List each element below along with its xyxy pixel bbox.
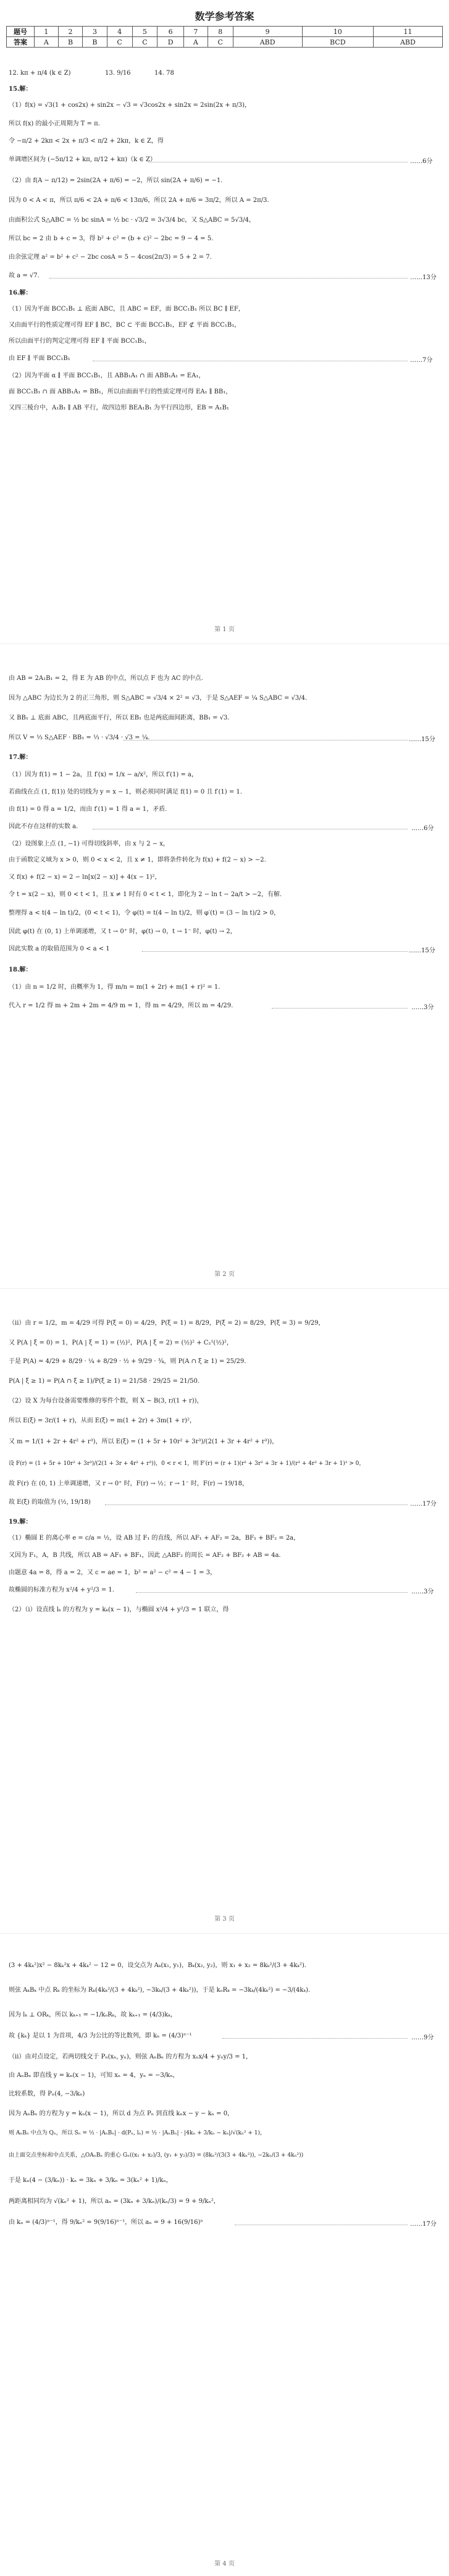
page-title: 数学参考答案 [195, 10, 254, 22]
answer-cell: ABD [373, 37, 442, 48]
page-separator [0, 1288, 449, 1289]
solution-line: 令 −π/2 + 2kπ < 2x + π/3 < π/2 + 2kπ，k ∈ Z，得 [9, 138, 164, 145]
score-mark: ……13分 [410, 274, 437, 281]
solution-line: 由面积公式 S△ABC = ½ bc sinA = ½ bc · √3/2 = 3√3/4 bc，又 S△ABC = 5√3/4， [9, 217, 255, 224]
page-1 [0, 0, 449, 642]
solution-line: （2）设 X 为每台设备需要维修的零件个数，则 X ~ B(3, r/(1 + r))， [9, 1398, 203, 1404]
solution-line: 因此 φ(t) 在 (0, 1) 上单调递增，又 t → 0⁺ 时，φ(t) → 0，t → 1⁻ 时，φ(t) → 2， [9, 928, 237, 935]
solution-line: 因为 △ABC 为边长为 2 的正三角形，则 S△ABC = √3/4 × 2² = √3，于是 S△AEF = ¼ S△ABC = √3/4. [9, 695, 308, 702]
answer-table-header-row [7, 27, 443, 37]
solution-line: 故 a = √7. [9, 272, 40, 279]
solution-line: 由 AB = 2A₁B₁ = 2，得 E 为 AB 的中点，所以点 F 也为 AC 的中点. [9, 675, 203, 682]
solution-line: 又 m = 1/(1 + 2r + 4r² + r³)，所以 E(ξ) = (1 + 5r + 10r² + 3r³)/(2(1 + 3r + 4r² + r³))， [9, 1438, 279, 1445]
page-3 [0, 1290, 449, 1932]
page-separator [0, 1933, 449, 1934]
solution-line: 两距离相同均为 √(kₙ² + 1)，所以 aₙ = (3kₙ + 3/kₙ)/(kₙ/3) = 9 + 9/kₙ²， [9, 2198, 220, 2205]
solution-line: 由 kₙ = (4/3)ⁿ⁻¹，得 9/kₙ² = 9(9/16)ⁿ⁻¹，所以 aₙ = 9 + 16(9/16)ⁿ [9, 2219, 203, 2226]
q-number: 6 [157, 27, 184, 37]
solution-line: 由于函数定义域为 x > 0，则 0 < x < 2，且 x ≠ 1，即将条件转化为 f(x) + f(2 − x) > −2. [9, 857, 266, 863]
blank-answer-12: 12. kπ + π/4 (k ∈ Z) [9, 70, 71, 77]
dotted-leader [142, 951, 408, 952]
solution-line: 令 t = x(2 − x)，则 0 < t < 1，且 x ≠ 1 时有 0 < t < 1，即化为 2 − ln t − 2a/t > −2，有解. [9, 891, 282, 898]
answer-cell: B [83, 37, 107, 48]
q-number: 10 [302, 27, 373, 37]
score-mark: ……17分 [410, 2221, 437, 2228]
dotted-leader [49, 278, 408, 279]
solution-heading-15: 15.解： [9, 86, 32, 93]
q-number: 9 [233, 27, 302, 37]
q-number: 1 [35, 27, 59, 37]
solution-line: （2）因为平面 α ∥ 平面 BCC₁B₁，且 ABB₁A₁ ∩ 面 ABB₁A₁ = EA₁， [9, 372, 205, 379]
page-4 [0, 1934, 449, 2576]
solution-line: 代入 r = 1/2 得 m + 2m + 2m = 4/9 m = 1，得 m = 4/29，所以 m = 4/29. [9, 1002, 233, 1009]
solution-line: 整理得 a < t(4 − ln t)/2，(0 < t < 1)，令 φ(t) = t(4 − ln t)/2，则 φ′(t) = (3 − ln t)/2 > 0， [9, 910, 280, 917]
page-number: 第 4 页 [214, 2561, 235, 2567]
q-number: 3 [83, 27, 107, 37]
solution-line: P(A | ξ ≥ 1) = P(A ∩ ξ ≥ 1)/P(ξ ≥ 1) = 21/58 · 29/25 = 21/50. [9, 1378, 200, 1385]
solution-line: 由 AₙBₙ 即直线 y = kₙ(x − 1)，可知 xₙ = 4，yₙ = −3/kₙ， [9, 2072, 179, 2079]
solution-line: 又因为 F₁，A，B 共线，所以 AB = AF₁ + BF₁，因此 △ABF₂ 的周长 = AF₂ + BF₂ + AB = 4a. [9, 1552, 281, 1559]
solution-line: 故 {kₖ} 是以 1 为首项，4/3 为公比的等比数列，即 kₙ = (4/3)ⁿ⁻¹ [9, 2033, 192, 2039]
solution-line: 由上面交点坐标和中点关系，△OAₙBₙ 的重心 Gₙ((x₁ + x₂)/3, (y₁ + y₂)/3) = (8kₙ²/(3(3 + 4kₙ²)), −2kₙ/(3 + 4kₙ²)) [9, 2152, 304, 2159]
solution-line: 又 P(A | ξ = 0) = 1，P(A | ξ = 1) = (½)²，P(A | ξ = 2) = (½)² + C₂¹(½)²， [9, 1340, 233, 1346]
solution-line: 则弦 AₖBₖ 中点 Rₖ 的坐标为 Rₖ(4kₖ²/(3 + 4kₖ²), −3kₖ/(3 + 4kₖ²))，于是 kₒRₖ = −3kₖ/(4kₖ²) = −3/(4kₖ). [9, 1987, 311, 1994]
solution-line: 面 BCC₁B₁ ∩ 面 ABB₁A₁ = BB₁，所以由面面平行的性质定理可得 EA₁ ∥ BB₁， [9, 388, 232, 395]
solution-line: 于是 P(A) = 4/29 + 8/29 · ¼ + 8/29 · ½ + 9/29 · ¾，则 P(A ∩ ξ ≥ 1) = 25/29. [9, 1358, 246, 1365]
answer-cell: D [157, 37, 184, 48]
solution-line: 所以 V = ⅓ S△AEF · BB₁ = ⅓ · √3/4 · √3 = ¼. [9, 734, 150, 741]
solution-line: 又 f(x) + f(2 − x) = 2 − ln[x(2 − x)] + 4(x − 1)²， [9, 874, 161, 881]
page-2 [0, 645, 449, 1287]
answer-cell: BCD [302, 37, 373, 48]
score-mark: ……15分 [409, 947, 435, 954]
page-number: 第 3 页 [214, 1916, 235, 1923]
solution-line: （2）（i）设直线 lₖ 的方程为 y = kₖ(x − 1)，与椭圆 x²/4 + y²/3 = 1 联立，得 [9, 1606, 229, 1613]
solution-line: 又由面平行的性质定理可得 EF ∥ BC，BC ⊂ 平面 BCC₁B₁，EF ⊄ 平面 BCC₁B₁， [9, 322, 241, 329]
solution-line: 因此不存在这样的实数 a. [9, 823, 78, 830]
solution-line: （1）因为 f(1) = 1 − 2a，且 f′(x) = 1/x − a/x²，所以 f′(1) = a， [9, 771, 198, 778]
solution-line: 单调增区间为 (−5π/12 + kπ, π/12 + kπ)（k ∈ Z） [9, 156, 156, 163]
solution-line: （ii）由对点设定，若两切线交于 Pₙ(xₙ, yₙ)，则弦 AₙBₙ 的方程为 xₙx/4 + yₙy/3 = 1， [9, 2054, 253, 2060]
header-label: 题号 [7, 27, 35, 37]
q-number: 5 [132, 27, 157, 37]
blank-answer-13: 13. 9/16 [105, 70, 131, 77]
solution-line: 又四三棱台中，A₁B₁ ∥ AB 平行，故四边形 BEA₁B₁ 为平行四边形，EB = A₁B₁ [9, 405, 229, 411]
q-number: 8 [208, 27, 233, 37]
answer-cell: C [208, 37, 233, 48]
score-mark: ……3分 [411, 1004, 434, 1011]
blank-answer-14: 14. 78 [154, 70, 174, 77]
page-number: 第 2 页 [214, 1271, 235, 1278]
solution-line: 又 BB₁ ⊥ 底面 ABC，且两底面平行，所以 EB₁ 也是两底面间距离，BB₁ = √3. [9, 715, 230, 721]
answer-cell: ABD [233, 37, 302, 48]
solution-line: 由 EF ∥ 平面 BCC₁B₁ [9, 355, 70, 362]
solution-line: 所以 E(ξ) = 3r/(1 + r)，从而 E(ξ) = m(1 + 2r) + 3m(1 + r)²， [9, 1417, 196, 1424]
dotted-leader [136, 1592, 408, 1593]
answer-cell: A [183, 37, 208, 48]
score-mark: ……7分 [410, 357, 433, 364]
solution-line: 设 F(r) = (1 + 5r + 10r² + 3r³)/(2(1 + 3r + 4r² + r³))，0 < r < 1，则 F′(r) = (r + 1)(r² + 3r² + 3r + 1)/(r³ + 4r² + 3r + 1)² > 0， [9, 1461, 365, 1467]
answer-label: 答案 [7, 37, 35, 48]
score-mark: ……17分 [410, 1501, 437, 1508]
solution-heading-18: 18.解： [9, 967, 32, 973]
solution-line: 由余弦定理 a² = b² + c² − 2bc cosA = 5 − 4cos(2π/3) = 5 + 2 = 7. [9, 254, 212, 261]
solution-line: 因为 AₙBₙ 的方程为 y = kₙ(x − 1)，所以 d 为点 Pₙ 到直线 kₙx − y − kₙ = 0， [9, 2110, 234, 2117]
solution-line: （2）设图象上点 (1, −1) 可得切线斜率，由 x 与 2 − x， [9, 841, 169, 847]
solution-line: 因此实数 a 的取值范围为 0 < a < 1 [9, 946, 110, 952]
answer-cell: B [58, 37, 82, 48]
solution-line: 所以由面平行的判定定理可得 EF ∥ 平面 BCC₁B₁， [9, 338, 151, 345]
solution-line: 则 AₙBₙ 中点为 Qₙ，所以 Sₙ = ½ · |AₙBₙ| · d(Pₙ, lₙ) = ½ · |AₙBₙ| · |4kₙ + 3/kₙ − kₙ|/√(kₙ² + 1)， [9, 2130, 266, 2136]
answer-cell: A [35, 37, 59, 48]
dotted-leader [222, 2038, 408, 2039]
q-number: 4 [107, 27, 132, 37]
q-number: 7 [183, 27, 208, 37]
solution-line: 因为 lₖ ⊥ ORₖ，所以 kₖ₊₁ = −1/kₒRₖ，故 kₖ₊₁ = (4/3)kₖ， [9, 2012, 177, 2018]
page-number: 第 1 页 [214, 626, 235, 633]
answer-cell: C [132, 37, 157, 48]
solution-line: (3 + 4kₖ²)x² − 8kₖ²x + 4kₖ² − 12 = 0，设交点为 Aₖ(x₁, y₁)，Bₖ(x₂, y₂)，则 x₁ + x₂ = 8kₖ²/(3 + 4kₖ²). [9, 1962, 306, 1969]
solution-line: 由题意 4a = 8，得 a = 2，又 c = ae = 1，b² = a² − c² = 4 − 1 = 3， [9, 1569, 217, 1576]
solution-line: 若曲线在点 (1, f(1)) 处的切线为 y = x − 1，则必须同时满足 f(1) = 0 且 f′(1) = 1. [9, 789, 242, 795]
solution-line: （1）椭圆 E 的离心率 e = c/a = ½，设 AB 过 F₁ 的直线，所以 AF₁ + AF₂ = 2a，BF₁ + BF₂ = 2a， [9, 1535, 300, 1542]
score-mark: ……6分 [411, 825, 434, 832]
score-mark: ……15分 [409, 736, 435, 743]
solution-heading-17: 17.解： [9, 754, 32, 761]
solution-heading-19: 19.解： [9, 1519, 32, 1525]
solution-line: 所以 bc = 2 由 b + c = 3，得 b² + c² = (b + c)² − 2bc = 9 − 4 = 5. [9, 235, 214, 242]
solution-line: 于是 kₙ(4 − (3/kₙ)) · kₙ = 3kₙ + 3/kₙ = 3(kₙ² + 1)/kₙ， [9, 2177, 172, 2184]
q-number: 11 [373, 27, 442, 37]
solution-line: 比较系数，得 Pₙ(4, −3/kₙ) [9, 2091, 85, 2097]
solution-line: （1）f(x) = √3(1 + cos2x) + sin2x − √3 = √3cos2x + sin2x = 2sin(2x + π/3)， [9, 102, 251, 109]
dotted-leader [272, 1008, 408, 1009]
solution-line: （2）由 f(A − π/12) = 2sin(2A + π/6) = −2，所以 sin(2A + π/6) = −1. [9, 177, 223, 184]
score-mark: ……3分 [411, 1588, 434, 1595]
score-mark: ……6分 [410, 158, 433, 165]
score-mark: ……9分 [411, 2034, 434, 2041]
answer-table-answer-row [7, 37, 443, 48]
solution-line: 故 E(ξ) 的取值为 (½, 19/18) [9, 1499, 91, 1506]
solution-line: 因为 0 < A < π，所以 π/6 < 2A + π/6 < 13π/6，所以 2A + π/6 = 3π/2，所以 A = 2π/3. [9, 197, 269, 204]
solution-line: （ii）由 r = 1/2，m = 4/29 可得 P(ξ = 0) = 4/29，P(ξ = 1) = 8/29，P(ξ = 2) = 8/29，P(ξ = 3) = 9/29， [9, 1320, 325, 1327]
solution-line: 故 F(r) 在 (0, 1) 上单调递增，又 r → 0⁺ 时，F(r) → ½；r → 1⁻ 时，F(r) → 19/18， [9, 1480, 248, 1487]
solution-line: 故椭圆的标准方程为 x²/4 + y²/3 = 1. [9, 1587, 114, 1593]
dotted-leader [105, 1504, 408, 1505]
q-number: 2 [58, 27, 82, 37]
solution-line: 由 f(1) = 0 得 a = 1/2，而由 f′(1) = 1 得 a = 1，矛盾. [9, 806, 167, 813]
solution-line: （1）因为平面 BCC₁B₁ ⊥ 底面 ABC，且 ABC = EF，面 BCC₁B₁ 所以 BC ∥ EF， [9, 306, 245, 313]
answer-cell: C [107, 37, 132, 48]
solution-heading-16: 16.解： [9, 290, 32, 296]
answer-table [6, 26, 443, 48]
solution-line: （1）由 n = 1/2 时，由概率为 1，得 m/n = m(1 + 2r) + m(1 + r)² = 1. [9, 984, 220, 991]
solution-line: 所以 f(x) 的最小正周期为 T = π. [9, 120, 100, 127]
